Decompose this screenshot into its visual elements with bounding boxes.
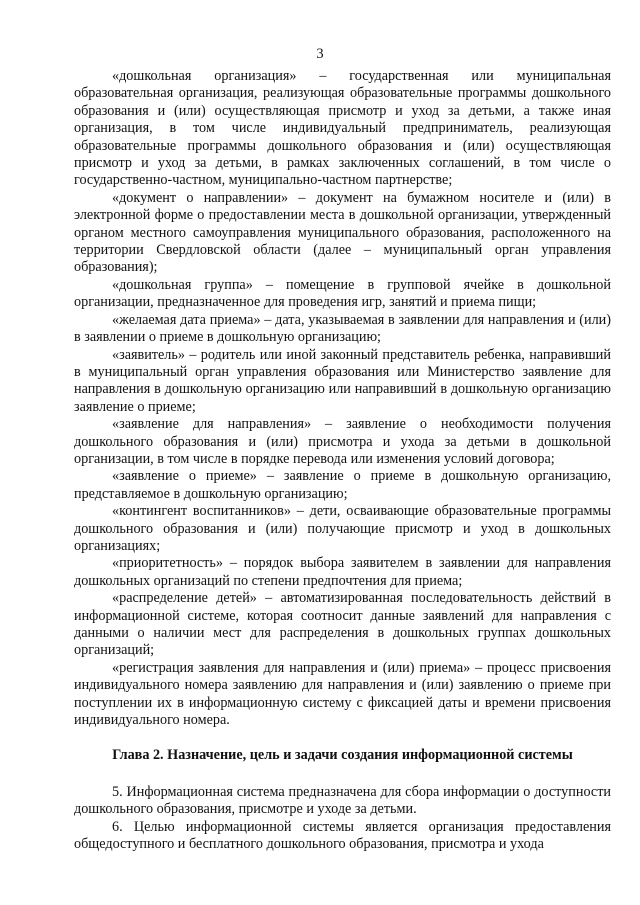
- paragraph-5: 5. Информационная система предназначена для сбора информации о доступности дошкольного образования, присмотре и уходе за детьми.: [74, 783, 611, 818]
- definition-registratsiya-zayavleniya: «регистрация заявления для направления и (или) приема» – процесс присвоения индивидуального номера заявлению для направления и (или) заявлению о приеме при поступлении их в информационную систему с фиксацией даты и времени присвоения индивидуального номера.: [74, 659, 611, 729]
- page-number: 3: [316, 46, 324, 62]
- definition-raspredelenie-detei: «распределение детей» – автоматизированная последовательность действий в информационной системе, которая соотносит данные заявлений для направления с данными о наличии мест для распределения в дошкольных группах дошкольных организаций;: [74, 590, 611, 659]
- definition-zayavlenie-o-prieme: «заявление о приеме» – заявление о приеме в дошкольную организацию, представляемое в дошкольную организацию;: [74, 468, 611, 502]
- definition-zayavlenie-dlya-napravleniya: «заявление для направления» – заявление о необходимости получения дошкольного образования и (или) присмотра и ухода за детьми в дошкольной организации, в том числе в порядке перевода или изменения условий договора;: [74, 416, 611, 467]
- definition-zayavitel: «заявитель» – родитель или иной законный представитель ребенка, направивший в муниципальный орган управления образования или Министерство заявление для направления в дошкольную организацию или направивший в дошкольную организацию заявление о приеме;: [74, 346, 611, 415]
- definition-kontingent-vospitannikov: «контингент воспитанников» – дети, осваивающие образовательные программы дошкольного образования и (или) получающие присмотр и уход в дошкольных организациях;: [74, 503, 611, 554]
- definition-dokument-o-napravlenii: «документ о направлении» – документ на бумажном носителе и (или) в электронной форме о предоставлении места в дошкольной организации, утвержденный органом местного самоуправления муниципального образования, расположенного на территории Свердловской области (далее – муниципальный орган управления образования);: [74, 189, 611, 276]
- document-body: [74, 68, 611, 853]
- definition-doshkolnaya-gruppa: «дошкольная группа» – помещение в групповой ячейке в дошкольной организации, предназначенное для проведения игр, занятий и приема пищи;: [74, 276, 611, 311]
- paragraph-6: 6. Целью информационной системы является организация предоставления общедоступного и бесплатного дошкольного образования, присмотра и ухода: [74, 818, 611, 853]
- chapter-title: Глава 2. Назначение, цель и задачи создания информационной системы: [112, 747, 573, 764]
- definition-doshkolnaya-organizatsiya: «дошкольная организация» – государственная или муниципальная образовательная организация, реализующая образовательные программы дошкольного образования и (или) осуществляющая присмотр и уход за детьми, а также иная организация, в том числе индивидуальный предприниматель, реализующая образовательные программы дошкольного образования и (или) осуществляющая присмотр и уход за детьми, в рамках заключенных соглашений, в том числе о государственно-частном, муниципально-частном партнерстве;: [74, 68, 611, 189]
- definition-zhelaemaya-data-priema: «желаемая дата приема» – дата, указываемая в заявлении для направления и (или) в заявлении о приеме в дошкольную организацию;: [74, 311, 611, 346]
- definition-prioritetnost: «приоритетность» – порядок выбора заявителем в заявлении для направления дошкольных организаций по степени предпочтения для приема;: [74, 555, 611, 589]
